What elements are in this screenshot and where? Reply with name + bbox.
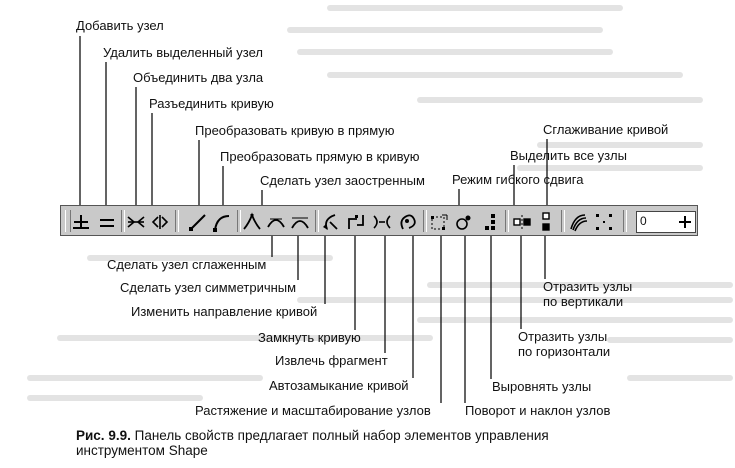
- smooth-node-button[interactable]: [265, 211, 287, 233]
- label-add-node: Добавить узел: [76, 18, 164, 33]
- align-nodes-icon: [480, 211, 502, 233]
- label-delete-node: Удалить выделенный узел: [103, 45, 263, 60]
- break-curve-button[interactable]: [149, 211, 171, 233]
- label-symmetric-node: Сделать узел симметричным: [120, 280, 297, 295]
- curve-smoothing-spinbox[interactable]: [636, 211, 696, 233]
- reverse-direction-button[interactable]: [319, 211, 341, 233]
- auto-close-icon: [397, 211, 419, 233]
- mirror-vertical-button[interactable]: [535, 211, 557, 233]
- to-curve-button[interactable]: [211, 211, 233, 233]
- break-curve-icon: [149, 211, 171, 233]
- elastic-mode-icon: [567, 211, 589, 233]
- shape-tool-property-bar: [60, 205, 698, 236]
- label-stretch-scale: Растяжение и масштабирование узлов: [195, 403, 431, 418]
- to-line-button[interactable]: [187, 211, 209, 233]
- label-to-line: Преобразовать кривую в прямую: [195, 123, 395, 138]
- figure-number: Рис. 9.9.: [76, 428, 131, 443]
- select-all-nodes-icon: [593, 211, 615, 233]
- join-nodes-button[interactable]: [125, 211, 147, 233]
- label-to-curve: Преобразовать прямую в кривую: [220, 149, 420, 164]
- elastic-mode-button[interactable]: [567, 211, 589, 233]
- delete-node-icon: [96, 211, 118, 233]
- label-mirror-horizontal: Отразить узлы по горизонтали: [518, 329, 611, 359]
- mirror-horizontal-button[interactable]: [511, 211, 533, 233]
- close-curve-button[interactable]: [345, 211, 367, 233]
- figure-caption: [76, 428, 549, 458]
- rotate-skew-button[interactable]: [453, 211, 475, 233]
- stretch-scale-icon: [428, 211, 450, 233]
- label-smoothing: Сглаживание кривой: [543, 122, 669, 137]
- cusp-node-icon: [241, 211, 263, 233]
- select-all-nodes-button[interactable]: [593, 211, 615, 233]
- auto-close-button[interactable]: [397, 211, 419, 233]
- delete-node-button[interactable]: [96, 211, 118, 233]
- reverse-direction-icon: [319, 211, 341, 233]
- label-reverse-direction: Изменить направление кривой: [131, 304, 318, 319]
- label-cusp-node: Сделать узел заостренным: [260, 173, 425, 188]
- add-node-icon: [70, 211, 92, 233]
- label-elastic-mode: Режим гибкого сдвига: [452, 172, 584, 187]
- label-select-all: Выделить все узлы: [510, 148, 627, 163]
- label-break-curve: Разъединить кривую: [149, 96, 274, 111]
- label-extract-subpath: Извлечь фрагмент: [275, 353, 388, 368]
- label-auto-close: Автозамыкание кривой: [269, 378, 409, 393]
- mirror-horizontal-icon: [511, 211, 533, 233]
- mirror-vertical-icon: [535, 211, 557, 233]
- align-nodes-button[interactable]: [480, 211, 502, 233]
- smooth-node-icon: [265, 211, 287, 233]
- cusp-node-button[interactable]: [241, 211, 263, 233]
- label-smooth-node: Сделать узел сглаженным: [107, 257, 267, 272]
- curve-smoothing-value[interactable]: 0: [640, 214, 647, 228]
- label-join-nodes: Объединить два узла: [133, 70, 264, 85]
- caption-text-line1: Панель свойств предлагает полный набор элементов управления: [134, 428, 549, 443]
- extract-subpath-button[interactable]: [371, 211, 393, 233]
- join-nodes-icon: [125, 211, 147, 233]
- label-mirror-vertical: Отразить узлы по вертикали: [543, 279, 633, 309]
- symmetric-node-button[interactable]: [289, 211, 311, 233]
- caption-text-line2: инструментом Shape: [76, 443, 208, 458]
- to-curve-icon: [211, 211, 233, 233]
- label-rotate-skew: Поворот и наклон узлов: [465, 403, 611, 418]
- extract-subpath-icon: [371, 211, 393, 233]
- plus-icon[interactable]: [677, 214, 693, 230]
- stretch-scale-button[interactable]: [428, 211, 450, 233]
- rotate-skew-icon: [453, 211, 475, 233]
- close-curve-icon: [345, 211, 367, 233]
- to-line-icon: [187, 211, 209, 233]
- label-close-curve: Замкнуть кривую: [258, 330, 361, 345]
- symmetric-node-icon: [289, 211, 311, 233]
- add-node-button[interactable]: [70, 211, 92, 233]
- label-align-nodes: Выровнять узлы: [492, 379, 592, 394]
